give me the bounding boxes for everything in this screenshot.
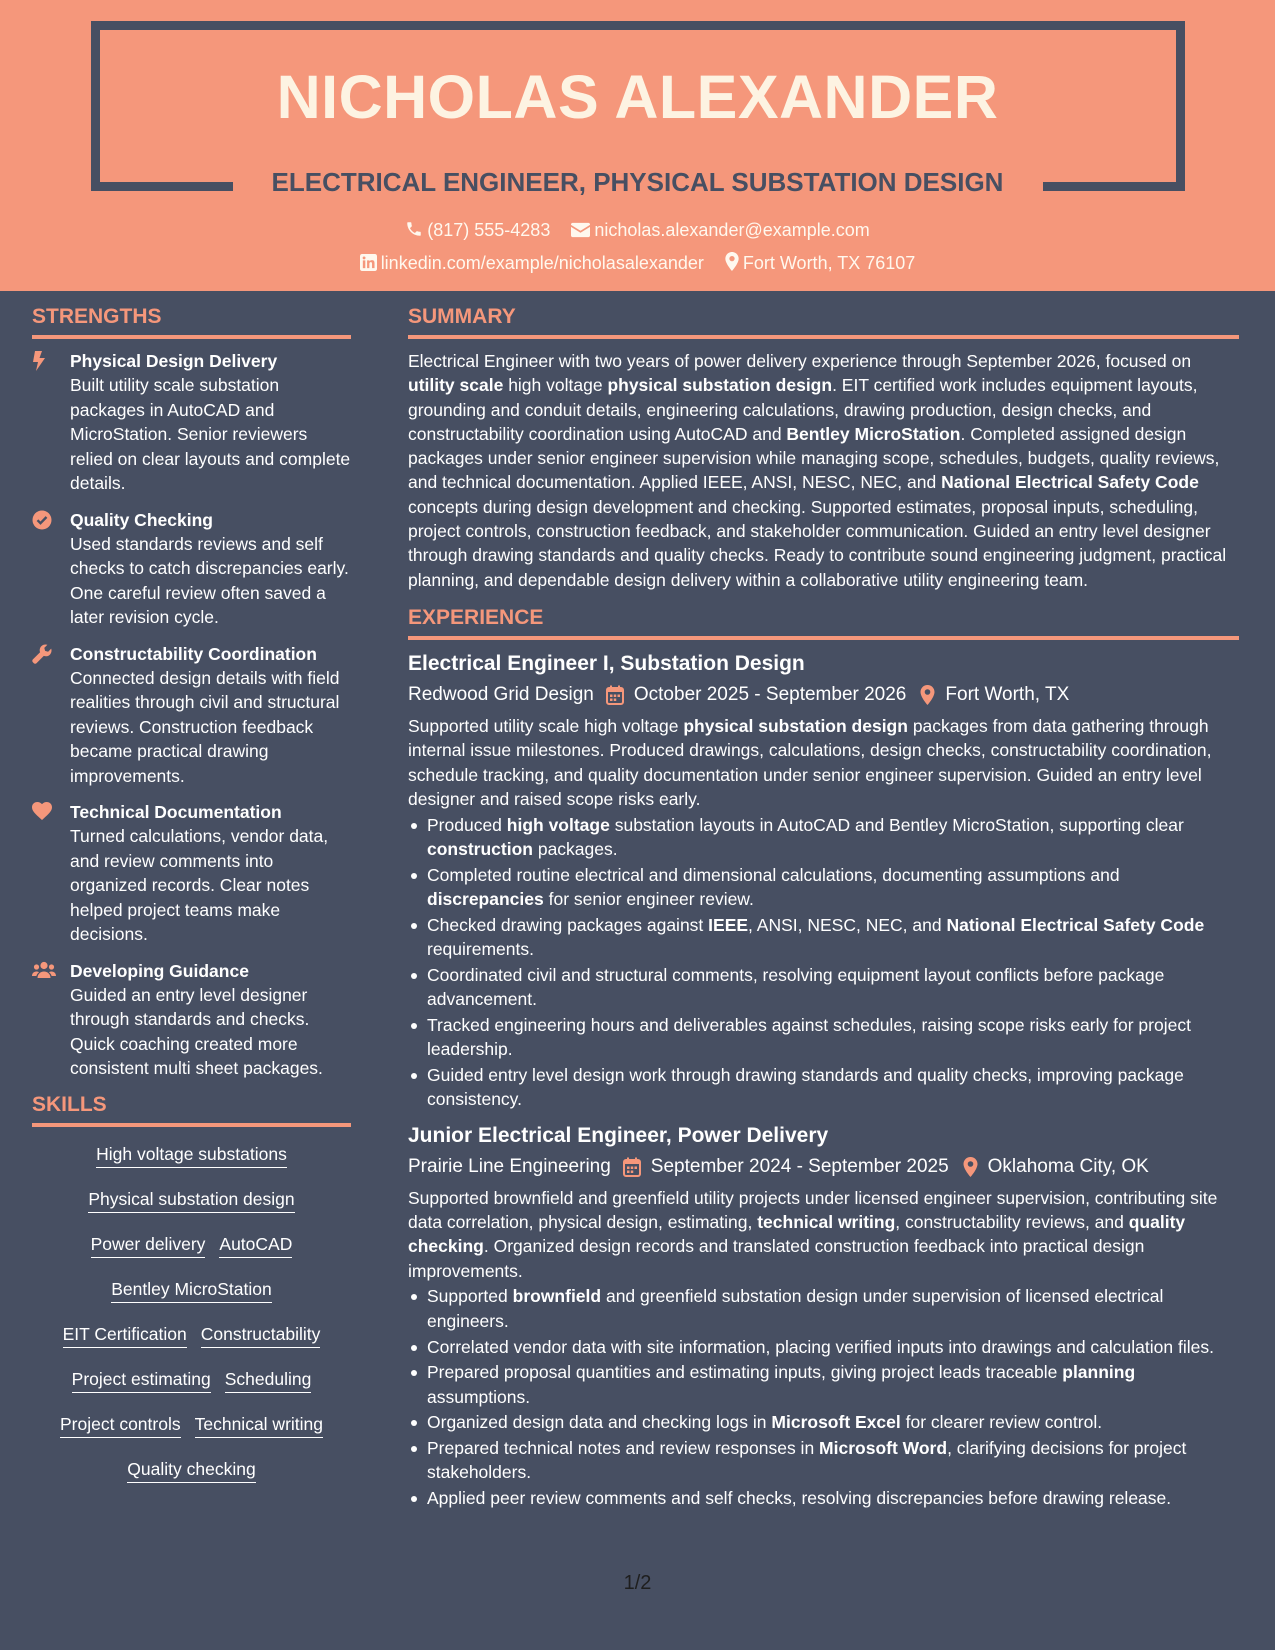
strength-title: Constructability Coordination — [70, 643, 317, 664]
calendar-icon — [606, 685, 624, 705]
job-bullet: Produced high voltage substation layouts in AutoCAD and Bentley MicroStation, supporting clear construction packages. — [408, 813, 1239, 862]
left-column — [32, 305, 351, 1497]
job-bullet: Prepared technical notes and review responses in Microsoft Word, clarifying decisions for project stakeholders. — [408, 1436, 1239, 1485]
strength-item — [32, 508, 351, 630]
skill-tag: Technical writing — [195, 1413, 323, 1438]
job-bullet: Coordinated civil and structural comments, resolving equipment layout conflicts before package advancement. — [408, 963, 1239, 1012]
skill-tag: Scheduling — [225, 1368, 312, 1393]
strengths-list — [32, 349, 351, 1081]
job-company: Redwood Grid Design — [408, 683, 594, 705]
job-dates: September 2024 - September 2025 — [650, 1155, 949, 1177]
linkedin-text: linkedin.com/example/nicholasalexander — [380, 253, 704, 273]
job-bullet: Organized design data and checking logs in Microsoft Excel for clearer review control. — [408, 1410, 1239, 1434]
map-pin-icon — [920, 685, 935, 705]
map-pin-icon — [725, 252, 739, 271]
phone-icon — [405, 220, 423, 238]
calendar-icon — [623, 1157, 641, 1177]
summary-text: Electrical Engineer with two years of power delivery experience through September 2026, focused on utility scale high voltage physical substation design. EIT certified work includes equipment layouts, grounding and conduit details, engineering calculations, drawing production, design checks, and constructability coordination using AutoCAD and Bentley MicroStation. Completed assigned design packages under senior engineer supervision while managing scope, schedules, budgets, quality reviews, and technical documentation. Applied IEEE, ANSI, NESC, NEC, and National Electrical Safety Code concepts during design development and checking. Supported estimates, proposal inputs, scheduling, project controls, construction feedback, and stakeholder communication. Guided an entry level designer through drawing standards and quality checks. Ready to contribute sound engineering judgment, practical planning, and dependable design delivery within a collaborative utility engineering team. — [408, 351, 1227, 590]
job-bullet: Tracked engineering hours and deliverables against schedules, raising scope risks early for project leadership. — [408, 1013, 1239, 1062]
email-contact[interactable] — [571, 220, 869, 241]
job-description: Supported brownfield and greenfield utility projects under licensed engineer supervision, contributing site data correlation, physical design, estimating, technical writing, constructability reviews, and quality checking. Organized design records and translated construction feedback into practical design improvements. — [408, 1187, 1218, 1281]
skill-tag: Power delivery — [91, 1233, 206, 1258]
linkedin-contact[interactable] — [360, 253, 704, 274]
job-title: Electrical Engineer I, Substation Design — [408, 651, 805, 675]
job-entry — [408, 650, 1239, 1112]
job-bullet: Guided entry level design work through drawing standards and quality checks, improving package consistency. — [408, 1063, 1239, 1112]
job-bullets — [408, 1284, 1239, 1510]
heart-icon — [32, 802, 52, 820]
map-pin-icon — [963, 1157, 978, 1177]
strength-item — [32, 349, 351, 496]
skill-tag: Project estimating — [72, 1368, 211, 1393]
job-dates: October 2025 - September 2026 — [633, 683, 907, 705]
job-bullets — [408, 813, 1239, 1112]
phone-contact[interactable] — [405, 220, 550, 241]
contact-line-1 — [0, 220, 1275, 241]
job-bullet: Completed routine electrical and dimensional calculations, documenting assumptions and discrepancies for senior engineer review. — [408, 863, 1239, 912]
wrench-icon — [32, 644, 52, 664]
right-column — [408, 305, 1239, 1521]
job-bullet: Prepared proposal quantities and estimating inputs, giving project leads traceable planning assumptions. — [408, 1360, 1239, 1409]
email-text: nicholas.alexander@example.com — [594, 220, 870, 240]
skills-heading: SKILLS — [32, 1093, 351, 1127]
job-meta — [408, 1150, 1239, 1184]
experience-heading: EXPERIENCE — [408, 606, 1239, 640]
strength-desc: Turned calculations, vendor data, and review comments into organized records. Clear notes helped project teams make decisions. — [70, 826, 329, 944]
skill-tag: Quality checking — [127, 1458, 255, 1483]
strength-desc: Guided an entry level designer through standards and checks. Quick coaching created more consistent multi sheet packages. — [70, 984, 323, 1078]
skill-tag: Project controls — [60, 1413, 181, 1438]
job-bullet: Applied peer review comments and self checks, resolving discrepancies before drawing release. — [408, 1486, 1239, 1510]
job-title: Junior Electrical Engineer, Power Delivery — [408, 1123, 829, 1147]
strength-desc: Used standards reviews and self checks to catch discrepancies early. One careful review often saved a later revision cycle. — [70, 533, 349, 627]
job-entry — [408, 1122, 1239, 1511]
bolt-icon — [32, 351, 46, 371]
location-contact — [725, 252, 915, 274]
job-bullet: Correlated vendor data with site information, placing verified inputs into drawings and calculation files. — [408, 1335, 1239, 1359]
skill-tag: EIT Certification — [63, 1323, 187, 1348]
strength-title: Developing Guidance — [70, 960, 249, 981]
skill-tag: Constructability — [201, 1323, 321, 1348]
job-description: Supported utility scale high voltage physical substation design packages from data gathering through internal issue milestones. Produced drawings, calculations, design checks, constructability coordination, schedule tracking, and quality documentation under senior engineer supervision. Guided an entry level designer and raised scope risks early. — [408, 715, 1212, 809]
job-bullet: Supported brownfield and greenfield substation design under supervision of licensed electrical engineers. — [408, 1284, 1239, 1333]
skill-tag: Bentley MicroStation — [111, 1278, 272, 1303]
candidate-name: NICHOLAS ALEXANDER — [276, 63, 999, 131]
job-location: Oklahoma City, OK — [987, 1155, 1149, 1177]
summary-heading: SUMMARY — [408, 305, 1239, 339]
check-circle-icon — [32, 510, 52, 530]
strength-title: Physical Design Delivery — [70, 351, 278, 371]
strength-desc: Built utility scale substation packages in AutoCAD and MicroStation. Senior reviewers relied on clear layouts and complete details. — [70, 375, 351, 493]
strengths-heading: STRENGTHS — [32, 305, 351, 339]
strength-item — [32, 800, 351, 947]
strength-item — [32, 642, 351, 789]
skill-tag: Physical substation design — [88, 1188, 294, 1213]
candidate-title: ELECTRICAL ENGINEER, PHYSICAL SUBSTATION DESIGN — [271, 167, 1004, 197]
job-meta — [408, 678, 1239, 712]
strength-title: Quality Checking — [70, 509, 213, 530]
job-location: Fort Worth, TX — [945, 683, 1070, 705]
resume-header — [0, 0, 1275, 291]
skill-tag: High voltage substations — [96, 1143, 287, 1168]
strength-title: Technical Documentation — [70, 802, 282, 822]
envelope-icon — [571, 222, 590, 238]
strength-desc: Connected design details with field realities through civil and structural reviews. Construction feedback became practical drawing improvements. — [70, 667, 340, 786]
strength-item — [32, 959, 351, 1081]
phone-text: (817) 555-4283 — [427, 220, 551, 240]
location-text: Fort Worth, TX 76107 — [742, 253, 916, 273]
linkedin-icon — [360, 254, 377, 271]
skill-tag: AutoCAD — [219, 1233, 292, 1258]
contact-line-2 — [0, 252, 1275, 274]
users-icon — [32, 961, 56, 979]
job-bullet: Checked drawing packages against IEEE, ANSI, NESC, NEC, and National Electrical Safety Code requirements. — [408, 913, 1239, 962]
page-number: 1/2 — [623, 1572, 652, 1594]
job-company: Prairie Line Engineering — [408, 1155, 611, 1177]
skills-list — [32, 1137, 351, 1497]
